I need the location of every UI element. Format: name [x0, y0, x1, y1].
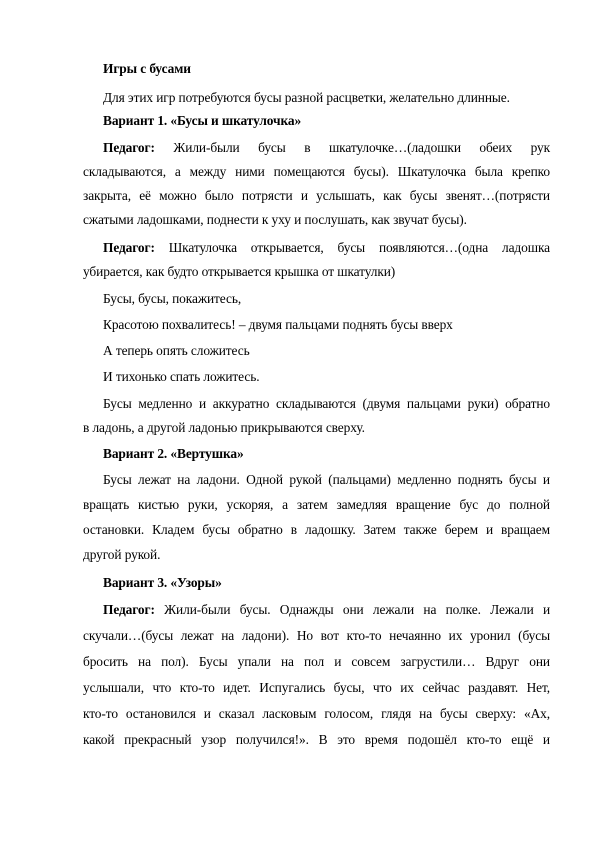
intro-paragraph: Для этих игр потребуются бусы разной расцветки, желательно длинные. — [103, 90, 510, 105]
document-title: Игры с бусами — [103, 61, 191, 76]
verse-line-3: А теперь опять сложитесь — [103, 343, 250, 358]
variant1-p2-line1 — [103, 240, 550, 256]
variant1-p1-line2: складываются, а между ними помещаются бусы). Шкатулочка была крепко — [83, 164, 550, 179]
variant1-heading: Вариант 1. «Бусы и шкатулочка» — [103, 113, 302, 128]
text-run: Жили-были бусы в шкатулочке…(ладошки обеих рук — [173, 140, 550, 155]
variant1-p2-line2: убирается, как будто открывается крышка от шкатулки) — [83, 264, 396, 279]
teacher-label: Педагог: — [103, 240, 155, 255]
variant3-line6: какой прекрасный узор получился!». В это время подошёл кто-то ещё и — [83, 732, 550, 747]
variant3-line5: кто-то остановился и сказал ласковым голосом, глядя на бусы сверху: «Ах, — [83, 706, 550, 721]
variant2-line4: другой рукой. — [83, 547, 161, 562]
variant3-line1 — [103, 602, 550, 618]
verse-line-4: И тихонько спать ложитесь. — [103, 369, 260, 384]
variant3-line3: бросить на пол). Бусы упали на пол и совсем загрустили… Вдруг они — [83, 654, 550, 669]
teacher-label: Педагог: — [103, 602, 155, 617]
verse-line-1: Бусы, бусы, покажитесь, — [103, 291, 242, 306]
variant1-p1-line1 — [103, 140, 550, 156]
verse-line-2: Красотою похвалитесь! – двумя пальцами поднять бусы вверх — [103, 317, 453, 332]
variant3-line2: скучали…(бусы лежат на ладони). Но вот кто-то нечаянно их уронил (бусы — [83, 628, 550, 643]
variant3-line4: услышали, что кто-то идет. Испугались бусы, что их сейчас раздавят. Нет, — [83, 680, 550, 695]
variant2-line2: вращать кистью руки, ускоряя, а затем замедляя вращение бус до полной — [83, 497, 550, 512]
variant2-line1: Бусы лежат на ладони. Одной рукой (пальцами) медленно поднять бусы и — [103, 472, 550, 487]
variant1-p1-line4: сжатыми ладошками, поднести к уху и послушать, как звучат бусы). — [83, 212, 467, 227]
variant1-end-line1: Бусы медленно и аккуратно складываются (двумя пальцами руки) обратно — [103, 396, 550, 411]
variant1-p1-line3: закрыта, её можно было потрясти и услышать, как бусы звенят…(потрясти — [83, 188, 550, 203]
variant2-line3: остановки. Кладем бусы обратно в ладошку. Затем также берем и вращаем — [83, 522, 550, 537]
variant1-end-line2: в ладонь, а другой ладонью прикрываются сверху. — [83, 420, 365, 435]
variant2-heading: Вариант 2. «Вертушка» — [103, 446, 244, 461]
text-run: Жили-были бусы. Однажды они лежали на полке. Лежали и — [164, 602, 551, 617]
teacher-label: Педагог: — [103, 140, 155, 155]
text-run: Шкатулочка открывается, бусы появляются…(одна ладошка — [168, 240, 550, 255]
variant3-heading: Вариант 3. «Узоры» — [103, 575, 222, 590]
